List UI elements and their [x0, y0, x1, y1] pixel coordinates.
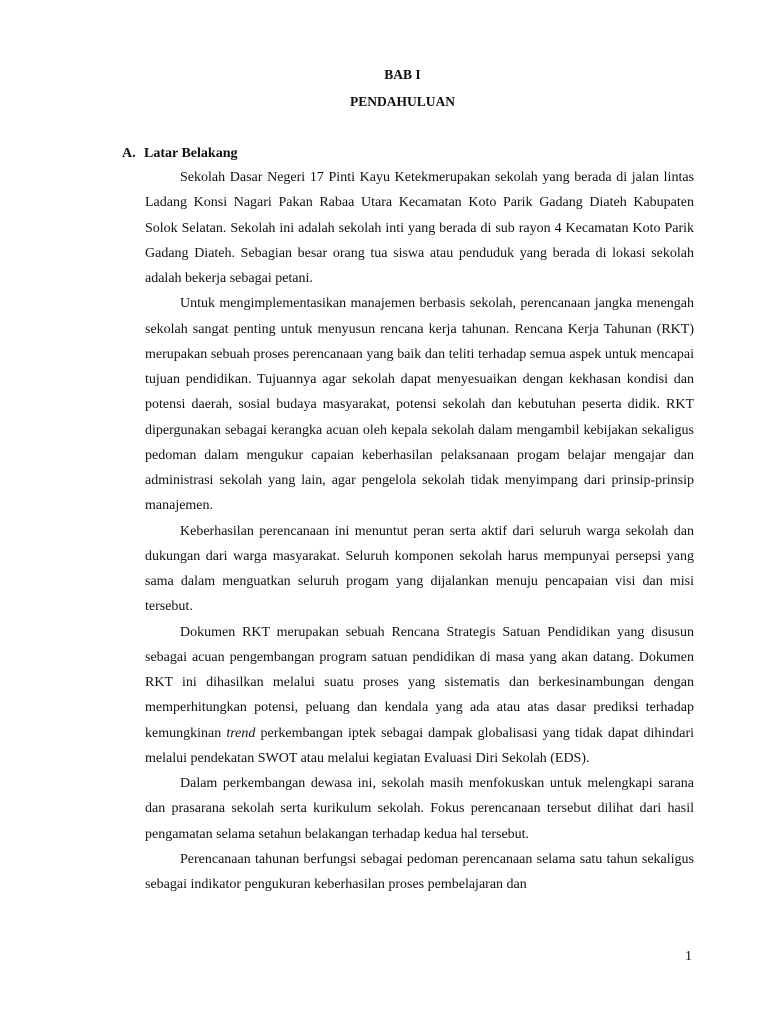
section-heading — [122, 145, 237, 163]
paragraph-text: Keberhasilan perencanaan ini menuntut peran serta aktif dari seluruh warga sekolah dan dukungan dari warga masyarakat. Seluruh komponen sekolah harus mempunyai persepsi yang sama dalam menguatkan seluruh progam yang dijalankan menuju pencapaian visi dan misi tersebut. — [145, 523, 694, 615]
paragraph-text: Perencanaan tahunan berfungsi sebagai pedoman perencanaan selama satu tahun sekaligus sebagai indikator pengukuran keberhasilan proses pembelajaran dan — [145, 851, 694, 892]
section-letter: A. — [122, 146, 136, 161]
chapter-heading: BAB I — [384, 67, 421, 82]
paragraph-text: Dokumen RKT merupakan sebuah Rencana Strategis Satuan Pendidikan yang disusun sebagai acuan pengembangan program satuan pendidikan di masa yang akan datang. Dokumen RKT ini dihasilkan melalui suatu proses yang sistematis dan berkesinambungan dengan memperhitungkan potensi, peluang dan kendala yang ada atau atas dasar prediksi terhadap kemungkinan — [145, 624, 694, 741]
paragraph — [145, 165, 694, 291]
body-text — [145, 165, 694, 897]
paragraph-text: Untuk mengimplementasikan manajemen berbasis sekolah, perencanaan jangka menengah sekolah sangat penting untuk menyusun rencana kerja tahunan. Rencana Kerja Tahunan (RKT) merupakan sebuah proses perencanaan yang baik dan teliti terhadap semua aspek untuk mencapai tujuan pendidikan. Tujuannya agar sekolah dapat menyesuaikan dengan kekhasan kondisi dan potensi daerah, sosial budaya masyarakat, potensi sekolah dan kebutuhan peserta didik. RKT dipergunakan sebagai kerangka acuan oleh kepala sekolah dalam mengambil kebijakan sekaligus pedoman dalam mengukur capaian keberhasilan pelaksanaan progam belajar mengajar dan administrasi sekolah yang lain, agar pengelola sekolah tidak menyimpang dari prinsip-prinsip manajemen. — [145, 296, 694, 514]
paragraph-text: Dalam perkembangan dewasa ini, sekolah masih menfokuskan untuk melengkapi sarana dan prasarana sekolah serta kurikulum sekolah. Fokus perencanaan tersebut dilihat dari hasil pengamatan selama setahun belakangan terhadap kedua hal tersebut. — [145, 776, 694, 842]
paragraph — [145, 291, 694, 518]
paragraph — [145, 519, 694, 620]
paragraph — [145, 771, 694, 847]
paragraph-text: perkembangan iptek sebagai dampak globalisasi yang tidak dapat dihindari melalui pendekatan SWOT atau melalui kegiatan Evaluasi Diri Sekolah (EDS). — [145, 725, 694, 766]
paragraph — [145, 620, 694, 772]
paragraph-text: Sekolah Dasar Negeri 17 Pinti Kayu Ketekmerupakan sekolah yang berada di jalan lintas Ladang Konsi Nagari Pakan Rabaa Utara Kecamatan Koto Parik Gadang Diateh Kabupaten Solok Selatan. Sekolah ini adalah sekolah inti yang berada di sub rayon 4 Kecamatan Koto Parik Gadang Diateh. Sebagian besar orang tua siswa atau penduduk yang berada di lokasi sekolah adalah bekerja sebagai petani. — [145, 170, 694, 286]
italic-term: trend — [226, 725, 256, 741]
chapter-title: PENDAHULUAN — [349, 94, 455, 109]
paragraph — [145, 847, 694, 898]
page-number: 1 — [685, 949, 692, 964]
section-title: Latar Belakang — [144, 146, 238, 161]
